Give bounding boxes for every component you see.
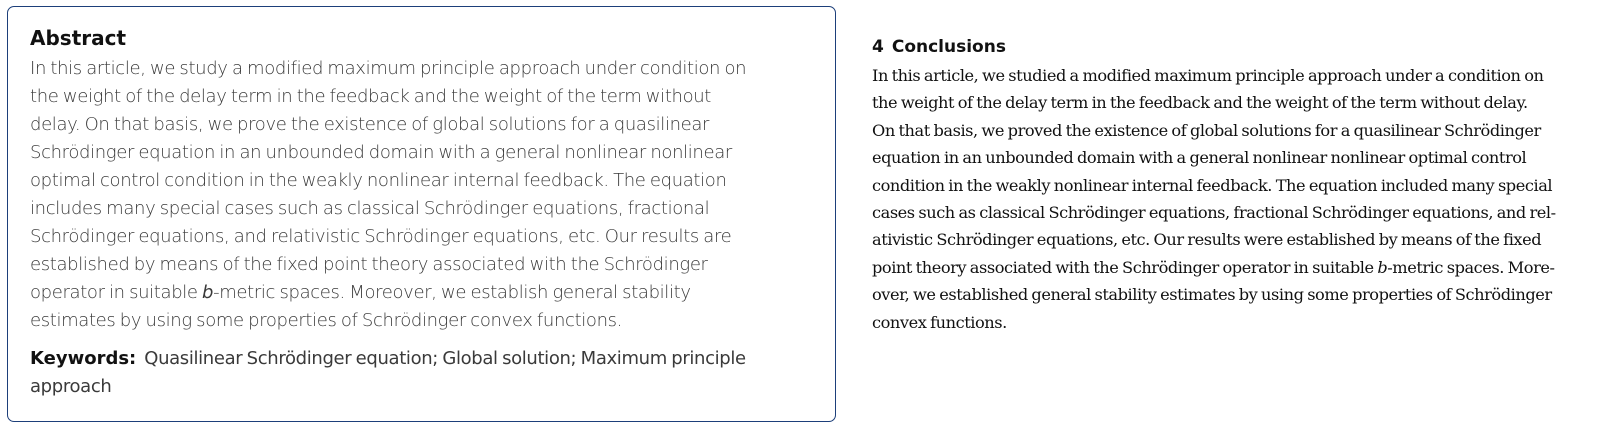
abstract-italic-b: b <box>202 282 214 303</box>
abstract-line: optimal control condition in the weakly nonlinear internal feedback. The equation <box>30 170 727 191</box>
abstract-line: In this article, we study a modified maximum principle approach under condition on <box>30 58 747 79</box>
abstract-line: estimates by using some properties of Schrödinger convex functions. <box>30 310 623 331</box>
conclusions-text <box>872 62 1592 336</box>
abstract-line: established by means of the fixed point theory associated with the Schrödinger <box>30 254 708 275</box>
abstract-line: includes many special cases such as classical Schrödinger equations, fractional <box>30 198 710 219</box>
abstract-line: the weight of the delay term in the feedback and the weight of the term without <box>30 86 712 107</box>
conclusions-italic-b: b <box>1377 257 1388 277</box>
conclusions-line: ativistic Schrödinger equations, etc. Our results were established by means of the fixed <box>872 230 1542 250</box>
keywords-line: approach <box>30 376 112 397</box>
abstract-line: delay. On that basis, we prove the existence of global solutions for a quasilinear <box>30 114 710 135</box>
abstract-line: Schrödinger equations, and relativistic Schrödinger equations, etc. Our results are <box>30 226 732 247</box>
conclusions-section <box>872 36 1592 336</box>
conclusions-heading <box>872 36 1592 58</box>
conclusions-line: equation in an unbounded domain with a general nonlinear nonlinear optimal control <box>872 148 1527 168</box>
section-title: Conclusions <box>891 37 1006 57</box>
abstract-box <box>7 6 836 422</box>
conclusions-line: the weight of the delay term in the feedback and the weight of the term without delay. <box>872 93 1528 113</box>
conclusions-line: On that basis, we proved the existence of global solutions for a quasilinear Schrödinger <box>872 120 1541 140</box>
abstract-line <box>30 279 815 307</box>
section-number: 4 <box>872 37 884 57</box>
keywords-label: Keywords: <box>30 348 137 369</box>
abstract-line-segment: operator in suitable <box>30 282 203 303</box>
abstract-text <box>30 55 815 335</box>
keywords <box>30 345 815 401</box>
conclusions-line: cases such as classical Schrödinger equations, fractional Schrödinger equations, and rel- <box>872 203 1556 223</box>
conclusions-line: In this article, we studied a modified maximum principle approach under a condition on <box>872 66 1544 85</box>
conclusions-line: convex functions. <box>872 312 1007 332</box>
conclusions-line: condition in the weakly nonlinear internal feedback. The equation included many special <box>872 175 1553 195</box>
conclusions-line-segment: point theory associated with the Schrödinger operator in suitable <box>872 257 1378 277</box>
abstract-line-segment: -metric spaces. Moreover, we establish general stability <box>213 282 691 303</box>
keywords-text: Quasilinear Schrödinger equation; Global solution; Maximum principle <box>144 348 746 369</box>
keywords-line <box>30 345 815 373</box>
abstract-line: Schrödinger equation in an unbounded domain with a general nonlinear nonlinear <box>30 142 732 163</box>
abstract-heading: Abstract <box>30 26 127 50</box>
conclusions-line <box>872 254 1592 281</box>
conclusions-line: over, we established general stability estimates by using some properties of Schrödinger <box>872 285 1552 305</box>
conclusions-line-segment: -metric spaces. More- <box>1387 257 1555 277</box>
